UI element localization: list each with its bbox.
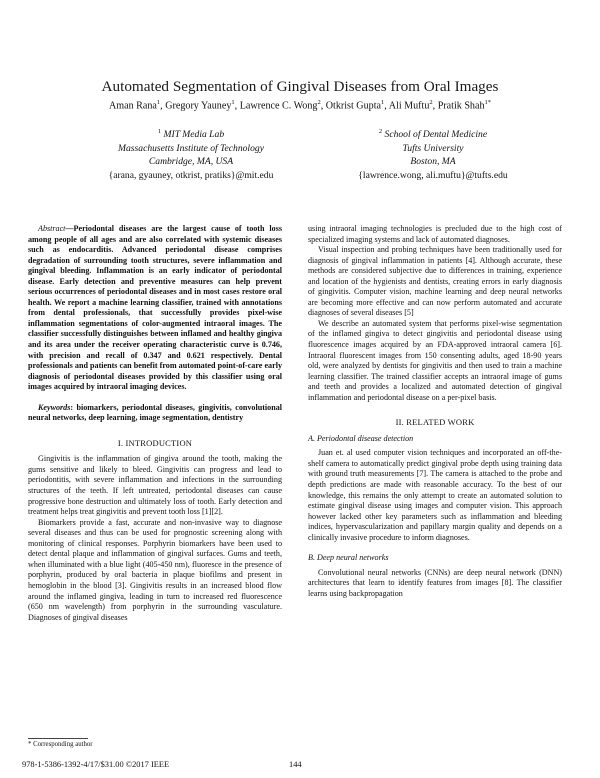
author-affil-sup: 2 bbox=[317, 99, 321, 106]
footnote: * Corresponding author bbox=[28, 741, 93, 748]
paragraph: Convolutional neural networks (CNNs) are deep neural network (DNN) architectures that learn to identify features from images [8]. The classifier learns using backpropagation bbox=[308, 567, 562, 598]
abstract-text: —Periodontal diseases are the largest cause of tooth loss among people of all ages and are also correlated with systemic diseases such as endocarditis. Advanced periodontal disease comprises degradation of surrounding tooth structures, severe inflammation and gingival bleeding. Inflammation is an early indicator of periodontal disease. Early detection and preventive measures can help prevent serious occurrences of periodontal diseases and in most cases restore oral health. We report a machine learning classifier, trained with annotations from dental professionals, that successfully provides pixel-wise inflammation segmentations of color-augmented intraoral images. The classifier successfully distinguishes between inflamed and healthy gingiva and its area under the receiver operating characteristic curve is 0.746, with precision and recall of 0.347 and 0.621 respectively. Dental professionals and patients can benefit from automated point-of-care early diagnosis of periodontal diseases provided by this classifier using oral images acquired by intraoral imaging devices. bbox=[28, 224, 282, 392]
affil-email: {arana, gyauney, otkrist, pratiks}@mit.edu bbox=[108, 169, 274, 181]
subsection-heading: A. Periodontal disease detection bbox=[308, 433, 414, 443]
abstract-lead: Abstract bbox=[38, 224, 66, 233]
author-affil-sup: 1 bbox=[231, 99, 235, 106]
author-name: Pratik Shah bbox=[437, 100, 485, 112]
footnote-divider bbox=[28, 738, 88, 739]
affil-name: MIT Media Lab bbox=[163, 129, 225, 141]
affil-sup: 1 bbox=[157, 128, 162, 135]
abstract bbox=[28, 224, 282, 393]
paragraph: Gingivitis is the inflammation of gingiva around the tooth, making the gums sensitive and likely to bleed. Gingivitis can progress and lead to periodontitis, with severe inflammation and infections in the surrounding structures of the teeth. If left untreated, periodontal diseases can cause progressive bone destruction and ultimately loss of tooth. Early detection and treatment helps treat gingivitis and prevent tooth loss [1][2]. bbox=[28, 454, 282, 517]
right-column bbox=[308, 224, 562, 600]
author-name: Otkrist Gupta bbox=[325, 100, 381, 112]
author-name: Ali Muftu bbox=[388, 100, 430, 112]
affil-location: Cambridge, MA, USA bbox=[148, 156, 234, 168]
affil-institution: Tufts University bbox=[402, 142, 464, 154]
subsection-heading: B. Deep neural networks bbox=[308, 553, 389, 563]
footer-isbn: 978-1-5386-1392-4/17/$31.00 ©2017 IEEE bbox=[22, 760, 170, 769]
affil-email: {lawrence.wong, ali.muftu}@tufts.edu bbox=[358, 169, 508, 181]
keywords-text: : biomarkers, periodontal diseases, gingivitis, convolutional neural networks, deep learning, image segmentation, dentistry bbox=[28, 402, 282, 423]
affiliation-2 bbox=[318, 125, 548, 182]
paragraph: Biomarkers provide a fast, accurate and non-invasive way to diagnose several diseases and thus can be used for prognostic screening along with monitoring of clinical responses. Porphyrin biomarkers have been used to detect dental plaque and inflammation of gingival surfaces. Gums and teeth, when illuminated with a blue light (405-450 nm), fluoresce in the presence of porphyrin, produced by oral bacteria in plaque biofilms and present in hemoglobin in the blood [3]. Gingivitis results in an increased blood flow around the inflamed gingiva, leading in turn to increased red fluorescence (650 nm wavelength) from porphyrin in the surrounding vasculature. Diagnoses of gingival diseases bbox=[28, 517, 282, 622]
author-affil-sup: 1 bbox=[380, 99, 385, 106]
author-list: Aman Rana$^1$, Gregory Yauney$^1$, Lawrence C. Wong$^2$, Otkrist Gupta$^1$, Ali Muftu$^2$, Pratik Shah$^{1*}$ bbox=[108, 99, 492, 112]
page-number: 144 bbox=[289, 760, 302, 769]
paragraph: using intraoral imaging technologies is precluded due to the high cost of specialized imaging systems and lack of automated diagnoses. bbox=[308, 224, 562, 244]
author-name: Gregory Yauney bbox=[165, 100, 232, 112]
author-affil-sup: 2 bbox=[429, 99, 433, 106]
keywords-lead: Keywords bbox=[38, 402, 71, 412]
paragraph: We describe an automated system that performs pixel-wise segmentation of the inflamed gingiva to detect gingivitis and periodontal disease using fluorescence images acquired by an FDA-approved intraoral camera [6]. Intraoral fluorescent images from 150 consenting adults, aged 18-90 years old, were analyzed by dentists for gingivitis and then used to train a machine learning classifier. The trained classifier accepts an intraoral image of gums and teeth and provides a localized and automated detection of gingival inflammation and periodontal disease on a per-pixel basis. bbox=[308, 318, 562, 402]
paragraph: Juan et. al used computer vision techniques and incorporated an off-the-shelf camera to automatically predict gingival probe depth using training data with ground truth measurements [7]. The camera is attached to the probe and depth predictions are made with reasonable accuracy. To the best of our knowledge, this remains the only attempt to create an automated solution to estimate gingival disease using images and computer vision. This approach however lacked other key parameters such as inflammation and bleeding indices, hypervascularization and papillary margin quality and depends on a clinically invasive procedure to inform diagnoses. bbox=[308, 448, 562, 542]
section-heading-related-work: II. RELATED WORK bbox=[395, 417, 475, 428]
left-column bbox=[28, 224, 282, 623]
paper-title: Automated Segmentation of Gingival Diseases from Oral Images bbox=[101, 78, 499, 95]
affil-name: School of Dental Medicine bbox=[384, 129, 488, 141]
affiliation-1 bbox=[76, 125, 306, 182]
author-name: Lawrence C. Wong bbox=[239, 100, 318, 112]
author-affil-sup: 1* bbox=[484, 99, 492, 106]
paragraph: Visual inspection and probing techniques have been traditionally used for diagnosis of gingival inflammation in patients [4]. Although accurate, these methods are considered subjective due to differences in training, experience and location of the hygienists and dentists, creating errors in early diagnosis of gingivitis. Computer vision, machine learning and deep neural networks are becoming more effective and can now perform automated and accurate diagnoses of several diseases [5] bbox=[308, 245, 562, 318]
section-heading-introduction: I. INTRODUCTION bbox=[117, 437, 193, 448]
author-name: Aman Rana bbox=[108, 100, 157, 112]
affil-sup: 2 bbox=[378, 128, 383, 135]
keywords bbox=[28, 403, 282, 424]
affil-institution: Massachusetts Institute of Technology bbox=[118, 142, 264, 154]
author-affil-sup: 1 bbox=[156, 99, 161, 106]
affil-location: Boston, MA bbox=[410, 156, 456, 168]
